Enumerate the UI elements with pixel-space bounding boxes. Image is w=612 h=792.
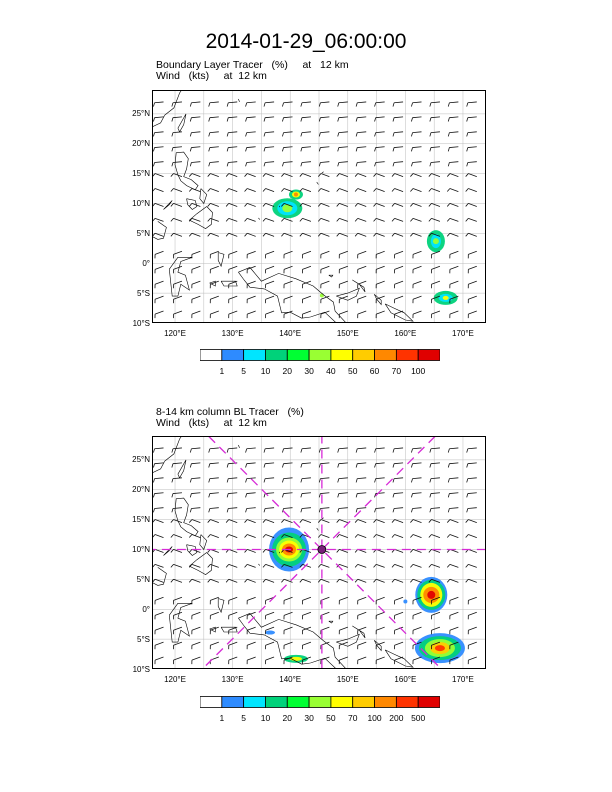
main-title: 2014-01-29_06:00:00: [205, 30, 407, 53]
lat-tick-label: 5°S: [137, 288, 150, 298]
lat-tick-label: 10°N: [132, 545, 150, 554]
colorbar-swatch: [353, 697, 375, 708]
lon-tick-label: 130°E: [221, 329, 244, 338]
lat-tick-label: 25°N: [132, 455, 150, 465]
lon-tick-label: 120°E: [164, 675, 186, 684]
guide-center-marker: [318, 546, 326, 554]
colorbar-label: 1: [219, 366, 225, 376]
colorbar-label: 500: [411, 713, 426, 723]
lon-tick-label: 170°E: [452, 329, 474, 338]
colorbar-label: 20: [282, 366, 292, 376]
tracer-field: [272, 190, 457, 305]
lon-tick-label: 160°E: [394, 329, 417, 338]
colorbar-swatch: [375, 350, 397, 361]
colorbar-swatch: [265, 697, 287, 708]
colorbar-label: 100: [411, 366, 426, 376]
lon-tick-label: 120°E: [164, 329, 186, 338]
lat-tick-label: 5°N: [136, 574, 150, 584]
colorbar-swatch: [309, 697, 331, 708]
colorbar-label: 1: [219, 713, 225, 723]
lon-tick-label: 140°E: [279, 329, 302, 338]
colorbar-swatch: [375, 697, 397, 708]
lat-tick-label: 25°N: [132, 109, 150, 119]
top-colorbar: [200, 349, 440, 361]
lon-tick-label: 130°E: [221, 675, 244, 684]
colorbar-swatch: [244, 697, 266, 708]
colorbar-swatch: [309, 350, 331, 361]
top-panel-title: Boundary Layer Tracer (%) at 12 km: [156, 59, 349, 71]
lat-tick-label: 20°N: [132, 485, 150, 495]
colorbar-swatch: [287, 350, 309, 361]
bottom-map-plot: [152, 436, 486, 669]
gridlines: [152, 90, 486, 323]
colorbar-swatch: [418, 697, 440, 708]
bottom-panel-subtitle: Wind (kts) at 12 km: [156, 417, 267, 429]
lat-tick-label: 5°S: [137, 634, 150, 644]
colorbar-swatch: [200, 350, 222, 361]
colorbar-label: 60: [369, 366, 380, 376]
lat-tick-label: 20°N: [132, 139, 150, 149]
colorbar-swatch: [244, 350, 266, 361]
colorbar-label: 5: [241, 366, 246, 376]
colorbar-swatch: [396, 697, 418, 708]
colorbar-swatch: [287, 697, 309, 708]
top-map-plot: [152, 90, 486, 323]
colorbar-swatch: [222, 697, 244, 708]
colorbar-label: 200: [389, 713, 404, 723]
colorbar-label: 70: [347, 713, 358, 723]
lat-tick-label: 10°S: [132, 318, 150, 328]
wind-barbs: [152, 102, 476, 318]
lon-tick-label: 160°E: [394, 675, 417, 684]
colorbar-swatch: [265, 350, 287, 361]
colorbar-swatch: [331, 350, 353, 361]
colorbar-swatch: [418, 350, 440, 361]
lon-tick-label: 170°E: [452, 675, 474, 684]
lon-tick-label: 150°E: [336, 675, 359, 684]
colorbar-swatch: [396, 350, 418, 361]
lon-tick-label: 150°E: [336, 329, 359, 338]
lon-tick-label: 140°E: [279, 675, 302, 684]
bottom-colorbar: [200, 696, 440, 708]
colorbar-label: 50: [326, 713, 336, 723]
lat-tick-label: 0°: [142, 258, 150, 268]
colorbar-label: 20: [282, 713, 292, 723]
lat-tick-label: 5°N: [136, 228, 150, 238]
colorbar-label: 40: [326, 366, 336, 376]
colorbar-label: 50: [347, 366, 358, 376]
colorbar-swatch: [331, 697, 353, 708]
colorbar-label: 70: [391, 366, 402, 376]
colorbar-swatch: [353, 350, 375, 361]
lat-tick-label: 10°S: [132, 664, 150, 674]
colorbar-label: 30: [304, 713, 314, 723]
lat-tick-label: 10°N: [132, 199, 150, 208]
colorbar-swatch: [200, 697, 222, 708]
colorbar-label: 5: [241, 713, 246, 723]
lat-tick-label: 15°N: [132, 169, 150, 179]
colorbar-label: 100: [367, 713, 382, 723]
colorbar-swatch: [222, 350, 244, 361]
lat-tick-label: 15°N: [132, 515, 150, 525]
top-panel-subtitle: Wind (kts) at 12 km: [156, 70, 267, 82]
colorbar-label: 10: [260, 713, 271, 723]
bottom-panel-title: 8-14 km column BL Tracer (%): [156, 406, 304, 418]
colorbar-label: 10: [260, 366, 271, 376]
colorbar-label: 30: [304, 366, 314, 376]
lat-tick-label: 0°: [142, 604, 150, 614]
